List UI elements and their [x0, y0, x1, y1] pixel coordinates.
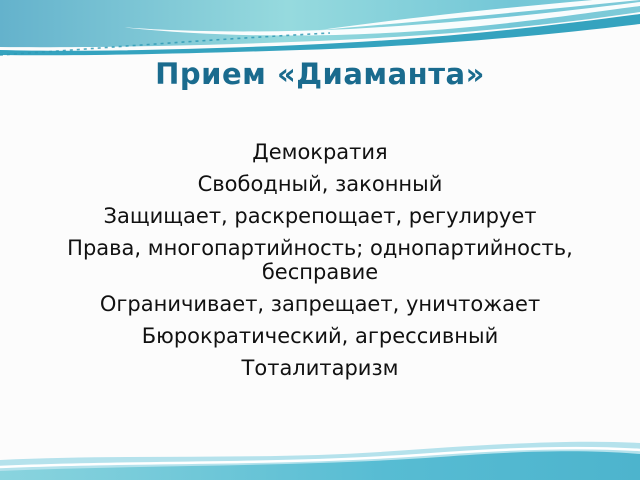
body-line-democracy: Демократия — [252, 140, 388, 164]
bottom-wave-decoration — [0, 420, 640, 480]
slide-title: Прием «Диаманта» — [155, 57, 485, 91]
slide-body-text — [40, 140, 600, 388]
body-line-verbs-2: Ограничивает, запрещает, уничтожает — [99, 292, 541, 316]
body-line-adjectives-2: Бюрократический, агрессивный — [141, 324, 499, 348]
body-line-totalitarianism: Тоталитаризм — [241, 356, 399, 380]
body-line-adjectives-1: Свободный, законный — [197, 172, 443, 196]
body-line-nouns: Права, многопартийность; однопартийность, бесправие — [67, 236, 573, 284]
body-line-verbs-1: Защищает, раскрепощает, регулирует — [103, 204, 537, 228]
